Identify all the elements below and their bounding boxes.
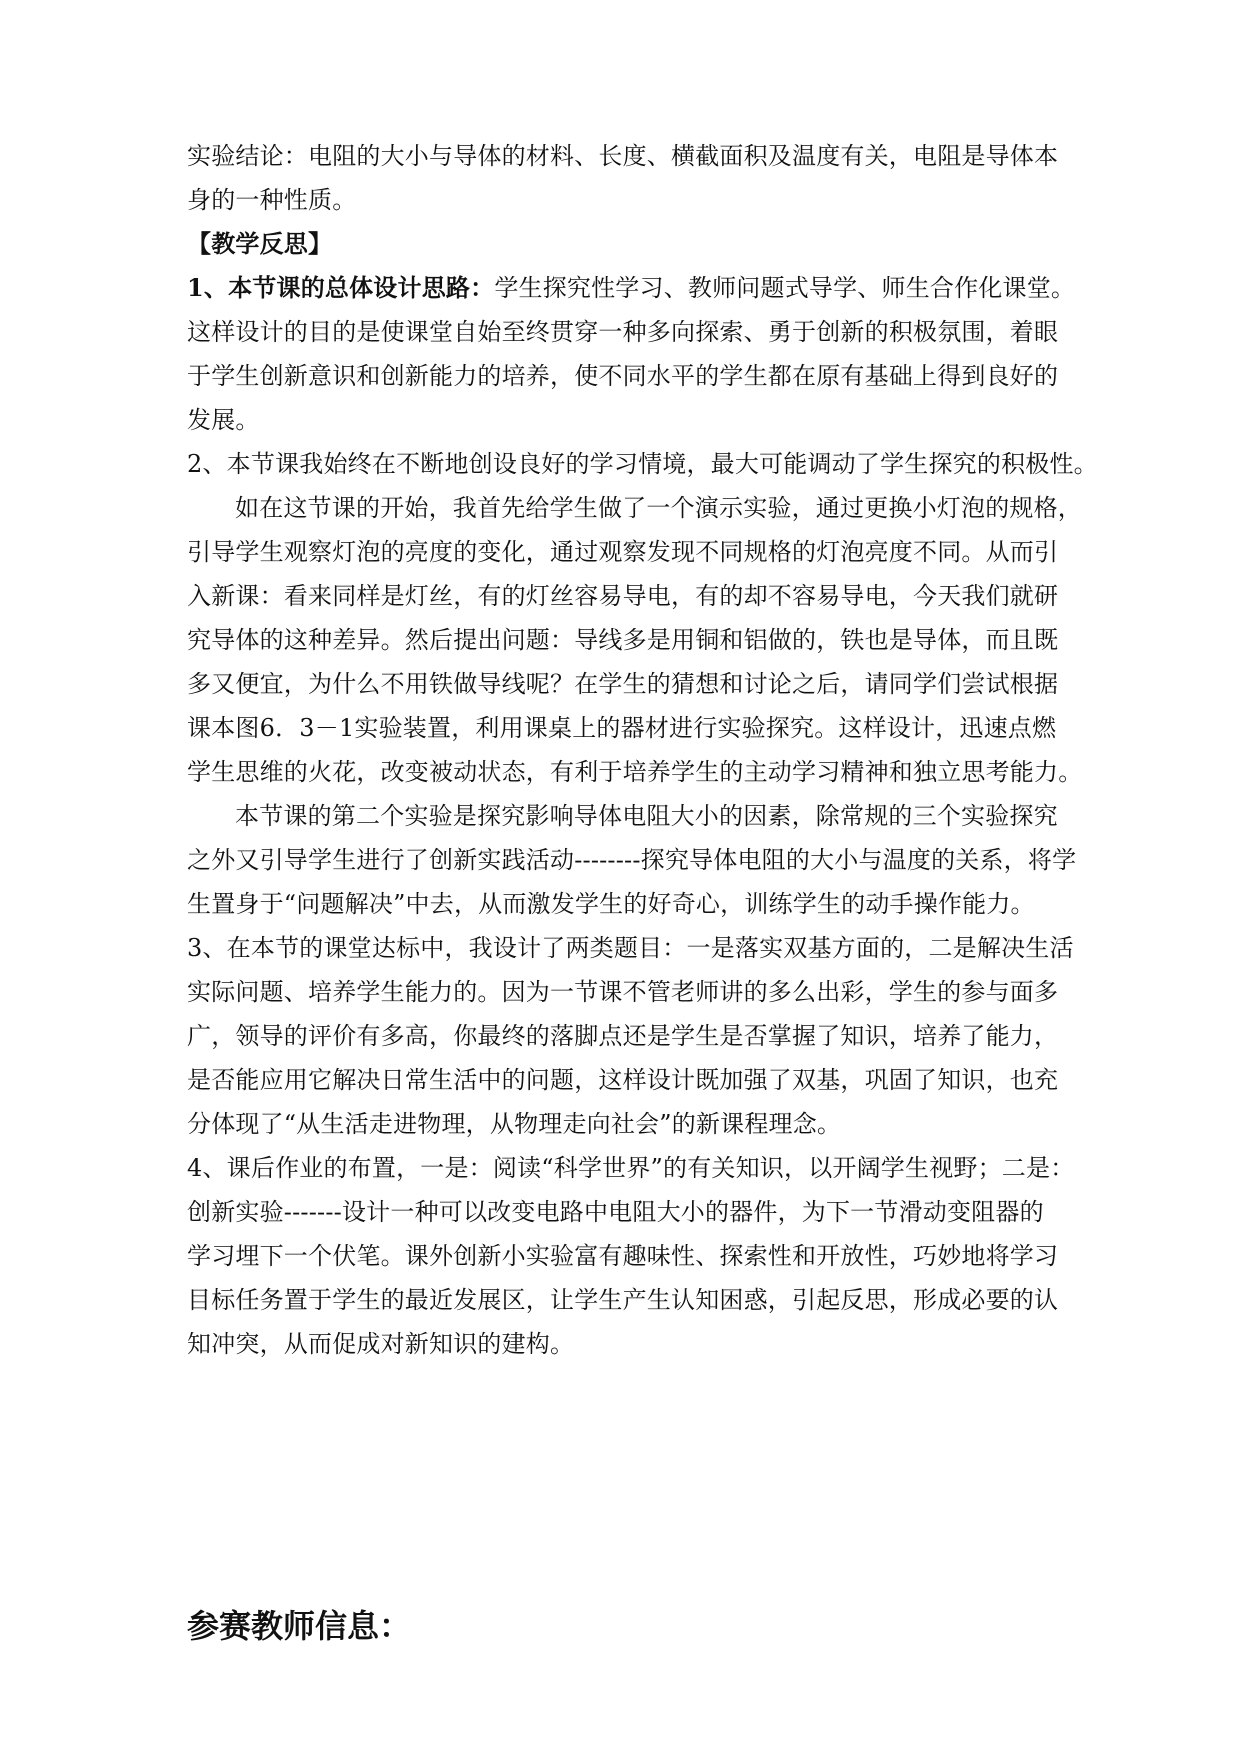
item1-line-4: 发展。: [187, 406, 260, 434]
item2-para1-line-2: 引导学生观察灯泡的亮度的变化，通过观察发现不同规格的灯泡亮度不同。从而引: [187, 538, 1059, 566]
item2-para1-line-6: 课本图6．3－1实验装置，利用课桌上的器材进行实验探究。这样设计，迅速点燃: [187, 714, 1057, 742]
item2-para1-line-3: 入新课：看来同样是灯丝，有的灯丝容易导电，有的却不容易导电，今天我们就研: [187, 582, 1059, 610]
item2-line-1: 2、本节课我始终在不断地创设良好的学习情境，最大可能调动了学生探究的积极性。: [187, 450, 1098, 478]
item4-line-5: 知冲突，从而促成对新知识的建构。: [187, 1330, 575, 1358]
section-title-teaching-reflection: 【教学反思】: [187, 229, 333, 258]
item3-line-1: 3、在本节的课堂达标中，我设计了两类题目：一是落实双基方面的，二是解决生活: [187, 934, 1074, 962]
item1-line-2: 这样设计的目的是使课堂自始至终贯穿一种多向探索、勇于创新的积极氛围，着眼: [187, 318, 1059, 346]
teacher-info-heading: 参赛教师信息：: [187, 1607, 412, 1645]
item3-line-4: 是否能应用它解决日常生活中的问题，这样设计既加强了双基，巩固了知识，也充: [187, 1066, 1059, 1094]
conclusion-line-2: 身的一种性质。: [187, 186, 357, 214]
item4-line-2: 创新实验-------设计一种可以改变电路中电阻大小的器件，为下一节滑动变阻器的: [187, 1198, 1044, 1226]
item2-para1-line-1: 如在这节课的开始，我首先给学生做了一个演示实验，通过更换小灯泡的规格，: [235, 494, 1082, 522]
item4-line-3: 学习埋下一个伏笔。课外创新小实验富有趣味性、探索性和开放性，巧妙地将学习: [187, 1242, 1059, 1270]
item2-para1-line-4: 究导体的这种差异。然后提出问题：导线多是用铜和铝做的，铁也是导体，而且既: [187, 626, 1059, 654]
item2-para2-line-2: 之外又引导学生进行了创新实践活动--------探究导体电阻的大小与温度的关系，将学: [187, 846, 1077, 874]
item3-line-2: 实际问题、培养学生能力的。因为一节课不管老师讲的多么出彩，学生的参与面多: [187, 978, 1059, 1006]
item3-line-3: 广，领导的评价有多高，你最终的落脚点还是学生是否掌握了知识，培养了能力，: [187, 1022, 1059, 1050]
item2-para2-line-3: 生置身于“问题解决”中去，从而激发学生的好奇心，训练学生的动手操作能力。: [187, 890, 1035, 918]
item1-line-1-rest: 学生探究性学习、教师问题式导学、师生合作化课堂。: [494, 274, 1076, 302]
item2-para1-line-7: 学生思维的火花，改变被动状态，有利于培养学生的主动学习精神和独立思考能力。: [187, 758, 1083, 786]
item2-para2-line-1: 本节课的第二个实验是探究影响导体电阻大小的因素，除常规的三个实验探究: [235, 802, 1058, 830]
item4-line-4: 目标任务置于学生的最近发展区，让学生产生认知困惑，引起反思，形成必要的认: [187, 1286, 1059, 1314]
item3-line-5: 分体现了“从生活走进物理，从物理走向社会”的新课程理念。: [187, 1110, 842, 1138]
item2-para1-line-5: 多又便宜，为什么不用铁做导线呢？在学生的猜想和讨论之后，请同学们尝试根据: [187, 670, 1059, 698]
item1-lead: 1、本节课的总体设计思路：: [187, 273, 495, 302]
conclusion-line-1: 实验结论：电阻的大小与导体的材料、长度、横截面积及温度有关，电阻是导体本: [187, 142, 1059, 170]
item4-line-1: 4、课后作业的布置，一是：阅读“科学世界”的有关知识，以开阔学生视野；二是：: [187, 1154, 1075, 1182]
item1-line-1: [187, 272, 1087, 304]
item1-line-3: 于学生创新意识和创新能力的培养，使不同水平的学生都在原有基础上得到良好的: [187, 362, 1059, 390]
